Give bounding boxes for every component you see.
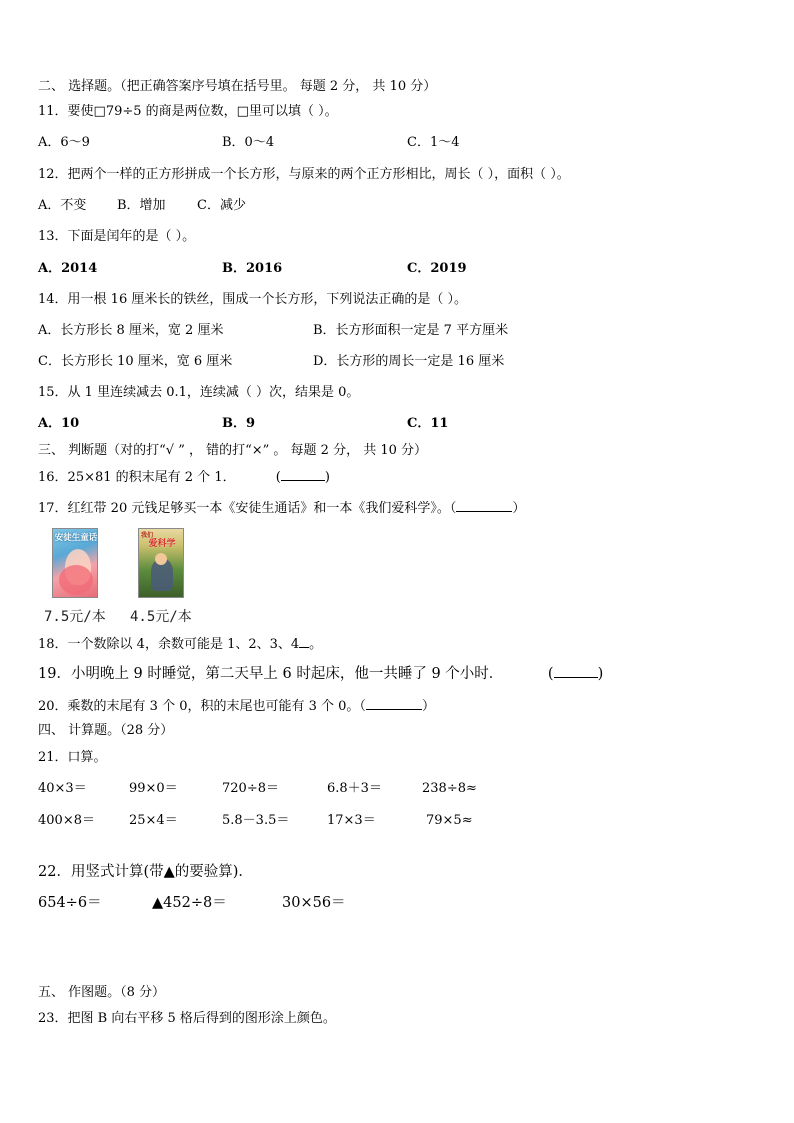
q19-text: 19．小明晚上 9 时睡觉，第二天早上 6 时起床，他一共睡了 9 个小时． (38, 666, 504, 682)
q15-option-a: A．10 (38, 416, 80, 431)
section-2-heading: 二、 选择题。（把正确答案序号填在括号里。 每题 2 分， 共 10 分） (38, 79, 437, 94)
q11-option-a: A．6～9 (38, 135, 90, 150)
science-book-cover (138, 528, 184, 598)
science-price: 4.5元/本 (130, 609, 192, 625)
oral-calc-10: 79×5≈ (426, 813, 473, 828)
q15-option-b: B．9 (222, 416, 256, 431)
q16-text: 16．25×81 的积末尾有 2 个 1． (38, 470, 236, 485)
q12-stem: 12．把两个一样的正方形拼成一个长方形，与原来的两个正方形相比，周长（ ），面积（ ）。 (38, 167, 570, 182)
q11-option-b: B．0～4 (222, 135, 275, 150)
q18-end: 。 (309, 637, 323, 652)
q14-option-c: C．长方形长 10 厘米，宽 6 厘米 (38, 354, 233, 369)
q12-option-a: A．不变 (38, 198, 87, 213)
oral-calc-6: 400×8＝ (38, 813, 95, 828)
q17-statement: 17．红红带 20 元钱足够买一本《安徒生通话》和一本《我们爱科学》。（ ） (38, 501, 526, 516)
q12-option-c: C．减少 (197, 198, 246, 213)
q13-option-c: C．2019 (407, 261, 467, 276)
oral-calc-4: 6.8＋3＝ (327, 781, 382, 796)
q13-option-a: A．2014 (38, 261, 98, 276)
q19-answer-blank[interactable] (554, 665, 598, 678)
oral-calc-2: 99×0＝ (129, 781, 178, 796)
oral-calc-8: 5.8－3.5＝ (222, 813, 290, 828)
q20-text: 20．乘数的末尾有 3 个 0，积的末尾也可能有 3 个 0。 (38, 699, 360, 714)
oral-calc-3: 720÷8＝ (222, 781, 279, 796)
q22-title: 22．用竖式计算(带▲的要验算)． (38, 864, 253, 880)
q23-stem: 23．把图 B 向右平移 5 格后得到的图形涂上颜色。 (38, 1011, 336, 1026)
oral-calc-5: 238÷8≈ (422, 781, 477, 796)
q16-answer-blank[interactable] (281, 468, 325, 481)
q11-option-c: C．1～4 (407, 135, 460, 150)
q16-statement: 16．25×81 的积末尾有 2 个 1． ( ) (38, 470, 330, 485)
q14-option-d: D．长方形的周长一定是 16 厘米 (313, 354, 505, 369)
q11-stem: 11．要使□79÷5 的商是两位数，□里可以填（ ）。 (38, 104, 338, 119)
q14-option-b: B．长方形面积一定是 7 平方厘米 (313, 323, 509, 338)
q14-stem: 14．用一根 16 厘米长的铁丝，围成一个长方形，下列说法正确的是（ ）。 (38, 292, 467, 307)
q12-option-b: B．增加 (117, 198, 166, 213)
oral-calc-7: 25×4＝ (129, 813, 178, 828)
andersen-cover-title: 安徒生童话 (54, 533, 98, 543)
oral-calc-1: 40×3＝ (38, 781, 87, 796)
q18-blank[interactable] (299, 635, 309, 648)
q19-statement: 19．小明晚上 9 时睡觉，第二天早上 6 时起床，他一共睡了 9 个小时． ( ) (38, 666, 604, 682)
section-4-heading: 四、 计算题。（28 分） (38, 723, 174, 738)
andersen-book-cover (52, 528, 98, 598)
q21-title: 21．口算。 (38, 750, 107, 765)
science-cover-title: 爱科学 (148, 539, 176, 549)
oral-calc-9: 17×3＝ (327, 813, 376, 828)
vertical-calc-3: 30×56＝ (282, 895, 346, 911)
section-5-heading: 五、 作图题。（8 分） (38, 985, 166, 1000)
q20-answer-blank[interactable] (366, 697, 422, 710)
q17-text: 17．红红带 20 元钱足够买一本《安徒生通话》和一本《我们爱科学》。 (38, 501, 450, 516)
q18-statement (38, 635, 322, 653)
q15-option-c: C．11 (407, 416, 449, 431)
q18-text: 18．一个数除以 4，余数可能是 1、2、3、4 (38, 637, 300, 652)
q17-answer-blank[interactable] (456, 499, 512, 512)
vertical-calc-1: 654÷6＝ (38, 895, 102, 911)
science-cover-top: 我们 (141, 532, 154, 539)
q13-stem: 13．下面是闰年的是（ ）。 (38, 229, 196, 244)
q20-statement: 20．乘数的末尾有 3 个 0，积的末尾也可能有 3 个 0。（ ） (38, 699, 435, 714)
q14-option-a: A．长方形长 8 厘米，宽 2 厘米 (38, 323, 224, 338)
section-3-heading: 三、 判断题（对的打“√ ” ， 错的打“×” 。 每题 2 分， 共 10 分） (38, 443, 428, 458)
vertical-calc-2: ▲452÷8＝ (152, 895, 227, 911)
q15-stem: 15．从 1 里连续减去 0.1，连续减（ ）次，结果是 0。 (38, 385, 360, 400)
q13-option-b: B．2016 (222, 261, 283, 276)
andersen-price: 7.5元/本 (44, 609, 106, 625)
